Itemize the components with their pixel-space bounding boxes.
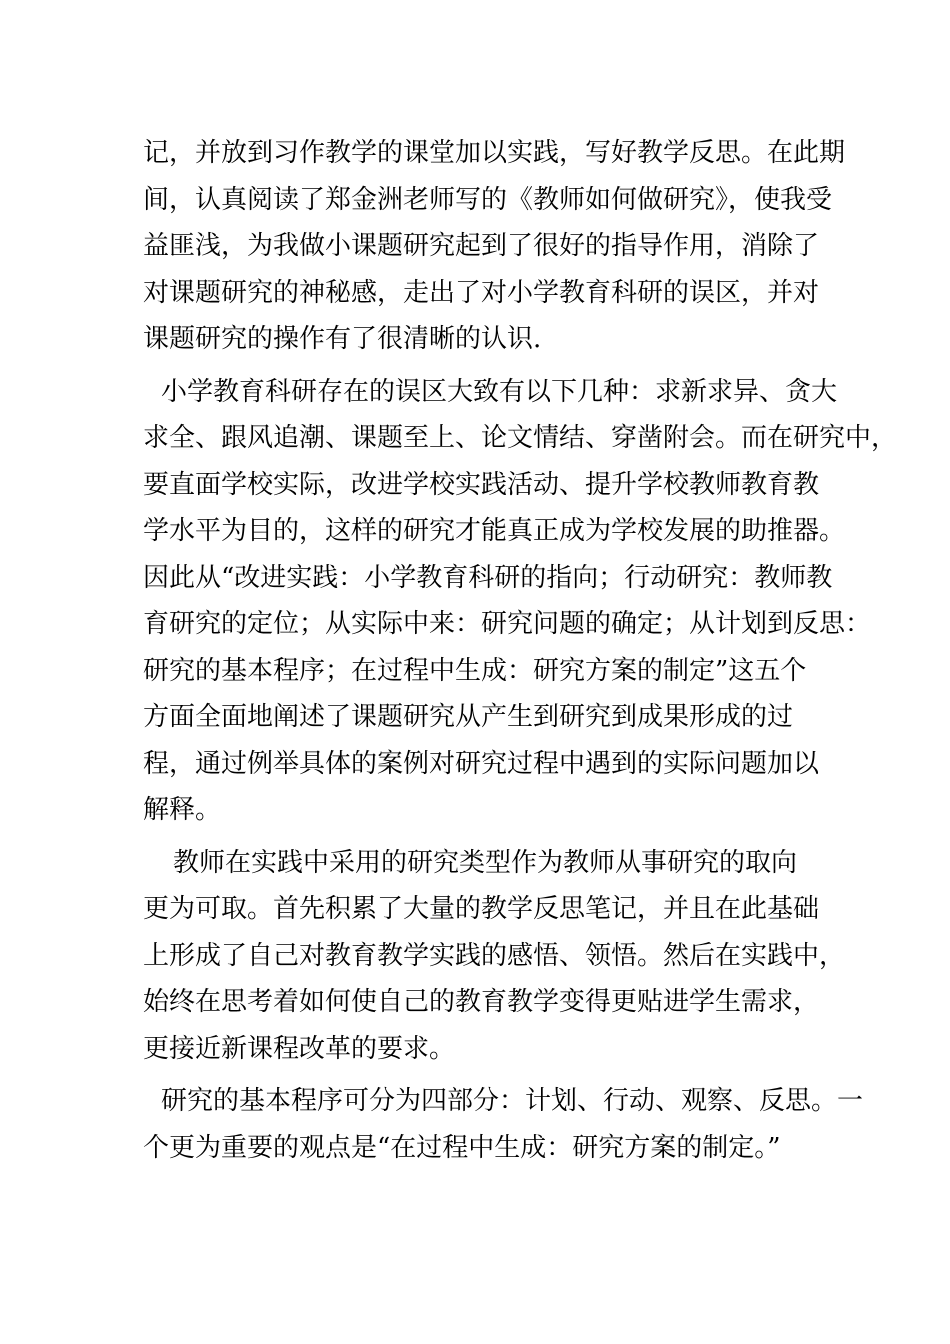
text-line: 教师在实践中采用的研究类型作为教师从事研究的取向 <box>173 847 798 878</box>
text-line: 研究的基本程序；在过程中生成：研究方案的制定”这五个 <box>143 655 807 686</box>
text-line: 上形成了自己对教育教学实践的感悟、领悟。然后在实践中， <box>143 940 846 971</box>
text-line: 更接近新课程改革的要求。 <box>143 1033 456 1064</box>
text-line: 个更为重要的观点是“在过程中生成：研究方案的制定。” <box>143 1132 781 1163</box>
text-line: 解释。 <box>143 795 222 825</box>
text-line: 课题研究的操作有了很清晰的认识. <box>143 324 542 354</box>
text-line: 间，认真阅读了郑金洲老师写的《教师如何做研究》，使我受 <box>143 184 833 215</box>
text-line: 研究的基本程序可分为四部分：计划、行动、观察、反思。一 <box>161 1086 864 1116</box>
document-body <box>143 130 898 1177</box>
text-line: 对课题研究的神秘感，走出了对小学教育科研的误区，并对 <box>143 277 820 308</box>
text-line: 因此从“改进实践：小学教育科研的指向；行动研究：教师教 <box>143 562 833 593</box>
text-line: 小学教育科研存在的误区大致有以下几种：求新求异、贪大 <box>161 376 838 407</box>
paragraph-2 <box>143 369 898 834</box>
text-line: 更为可取。首先积累了大量的教学反思笔记，并且在此基础 <box>143 894 820 924</box>
text-line: 方面全面地阐述了课题研究从产生到研究到成果形成的过 <box>143 702 794 732</box>
text-line: 始终在思考着如何使自己的教育教学变得更贴进学生需求， <box>143 987 820 1017</box>
text-line: 育研究的定位；从实际中来：研究问题的确定；从计划到反思： <box>143 609 872 639</box>
paragraph-4 <box>143 1078 864 1171</box>
paragraph-3 <box>143 840 846 1073</box>
paragraph-1 <box>143 130 846 363</box>
text-line: 益匪浅，为我做小课题研究起到了很好的指导作用，消除了 <box>143 231 820 261</box>
text-line: 记，并放到习作教学的课堂加以实践，写好教学反思。在此期 <box>143 138 846 168</box>
text-line: 程，通过例举具体的案例对研究过程中遇到的实际问题加以 <box>143 748 820 779</box>
text-line: 求全、跟风追潮、课题至上、论文情结、穿凿附会。而在研究中， <box>143 423 898 453</box>
text-line: 学水平为目的，这样的研究才能真正成为学校发展的助推器。 <box>143 516 846 546</box>
text-line: 要直面学校实际，改进学校实践活动、提升学校教师教育教 <box>143 469 820 500</box>
